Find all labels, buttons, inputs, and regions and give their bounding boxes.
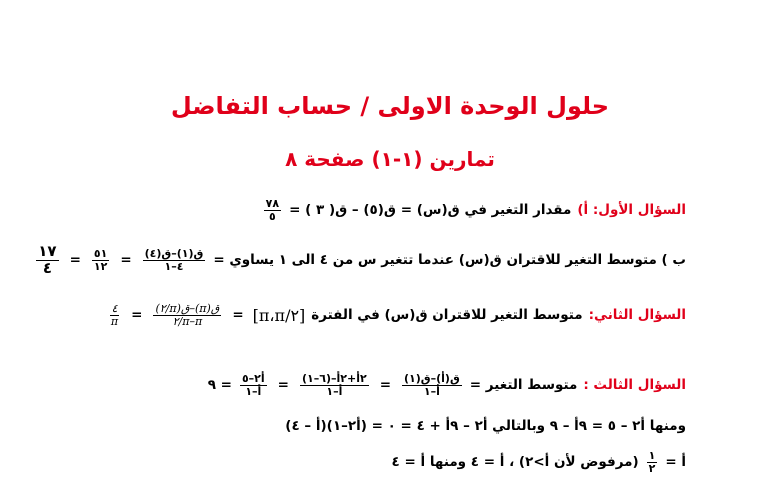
fraction-numerator: ق(أ)–ق(١) xyxy=(404,372,460,385)
fraction-numerator: ق(π)–ق(π/٢) xyxy=(155,302,220,315)
question-3-fraction-3 xyxy=(240,373,267,397)
fraction-numerator: ٥١ xyxy=(93,247,108,261)
question-2-fraction-2 xyxy=(109,303,120,327)
question-3-half-fraction xyxy=(647,450,658,474)
fraction-denominator: ٢ xyxy=(648,461,656,475)
equals-sign: = xyxy=(69,252,81,269)
question-3-a-equals: أ = xyxy=(665,454,686,471)
fraction-denominator: ١٢ xyxy=(93,259,108,273)
fraction-denominator: π–π/٢ xyxy=(172,314,203,328)
fraction-numerator: ٢أ+٢أ–(٦–١) xyxy=(301,372,367,385)
fraction-denominator: أ–١ xyxy=(245,384,262,398)
fraction-numerator: ١٧ xyxy=(38,242,57,260)
question-3-result: = ٩ xyxy=(207,377,232,394)
question-3-label: السؤال الثالث : xyxy=(583,377,686,394)
question-3-text: متوسط التغير = xyxy=(469,377,578,394)
fraction-denominator: π xyxy=(110,314,119,328)
fraction-numerator: ٤ xyxy=(111,302,118,315)
question-2-text: متوسط التغير للاقتران ق(س) في الفترة xyxy=(311,307,583,324)
question-2-label: السؤال الثاني: xyxy=(588,307,686,324)
equals-sign: = xyxy=(120,252,132,269)
fraction-numerator: أ٢–٥ xyxy=(241,372,265,385)
fraction-numerator: ٧٨ xyxy=(265,197,280,210)
fraction-denominator: ٥ xyxy=(269,209,276,223)
fraction-denominator: ٤ xyxy=(42,258,52,277)
question-1a-text: مقدار التغير في ق(س) = ق(٥) – ق( ٣ ) = xyxy=(289,202,572,219)
question-1b-line xyxy=(38,242,686,277)
fraction-denominator: أ–١ xyxy=(423,384,440,398)
equals-sign: = xyxy=(277,377,289,394)
exercise-subtitle: تمارين (١-١) صفحة ٨ xyxy=(285,147,495,171)
question-1a-line xyxy=(90,198,686,222)
fraction-denominator: أ–١ xyxy=(326,384,343,398)
question-2-line xyxy=(90,303,686,327)
question-3-fraction-2 xyxy=(300,373,369,397)
equals-sign: = xyxy=(232,307,244,324)
question-3-conclusion: (مرفوض لأن أ>٢) ، أ = ٤ ومنها أ = ٤ xyxy=(391,454,639,471)
question-3-fraction-1 xyxy=(402,373,462,397)
question-3-line-3 xyxy=(90,450,686,474)
fraction-numerator: ١ xyxy=(648,449,656,462)
question-1b-fraction-3 xyxy=(36,244,58,277)
equals-sign: = xyxy=(379,377,392,394)
page-title: حلول الوحدة الاولى / حساب التفاضل xyxy=(170,92,610,120)
question-1b-fraction-1 xyxy=(143,248,206,272)
equals-sign: = xyxy=(131,307,143,324)
question-1a-result-fraction xyxy=(264,198,281,222)
question-1-label: السؤال الأول: أ) xyxy=(577,202,686,219)
fraction-numerator: ق(١)–ق(٤) xyxy=(144,247,204,261)
question-1b-fraction-2 xyxy=(92,248,109,272)
fraction-denominator: ٤–١ xyxy=(164,259,184,273)
question-2-fraction-1 xyxy=(153,303,221,327)
question-1b-text: ب ) متوسط التغير للاقتران ق(س) عندما تتغير س من ٤ الى ١ يساوي = xyxy=(213,252,686,269)
question-3-equation: ومنها أ٢ – ٥ = ٩أ – ٩ وبالتالي أ٢ – ٩أ + ٤ = ٠ = (أ٢–١)(أ – ٤) xyxy=(285,418,686,434)
question-3-line-2 xyxy=(90,418,686,434)
question-3-line xyxy=(90,373,686,397)
question-2-interval: [π،π/٢] xyxy=(252,305,306,325)
